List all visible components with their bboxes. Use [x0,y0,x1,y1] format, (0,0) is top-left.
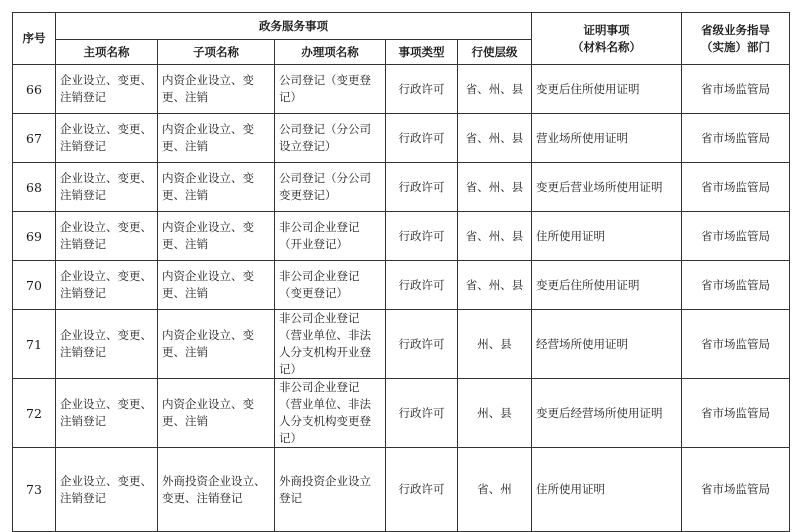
row-number: 71 [13,310,56,379]
header-service-group: 政务服务事项 [56,13,532,40]
header-proof-line2: （材料名称） [572,39,641,54]
item-type-cell: 行政许可 [386,212,458,261]
sub-item-cell: 外商投资企业设立、变更、注销登记 [158,448,275,532]
handling-item-cell: 公司登记（分公司变更登记） [275,163,386,212]
header-main-item: 主项名称 [56,40,158,65]
dept-cell: 省市场监管局 [682,310,790,379]
level-cell: 省、州、县 [458,65,532,114]
header-sub-item: 子项名称 [158,40,275,65]
sub-item-cell: 内资企业设立、变更、注销 [158,261,275,310]
level-cell: 省、州、县 [458,163,532,212]
sub-item-cell: 内资企业设立、变更、注销 [158,65,275,114]
main-item-cell: 企业设立、变更、注销登记 [56,261,158,310]
main-item-cell: 企业设立、变更、注销登记 [56,379,158,448]
header-dept-line1: 省级业务指导 [701,22,770,37]
handling-item-cell: 非公司企业登记（营业单位、非法人分支机构变更登记） [275,379,386,448]
header-seq: 序号 [13,13,56,65]
main-item-cell: 企业设立、变更、注销登记 [56,65,158,114]
dept-cell: 省市场监管局 [682,65,790,114]
proof-cell: 经营场所使用证明 [532,310,682,379]
main-item-cell: 企业设立、变更、注销登记 [56,310,158,379]
item-type-cell: 行政许可 [386,261,458,310]
header-item-type: 事项类型 [386,40,458,65]
header-level: 行使层级 [458,40,532,65]
main-item-cell: 企业设立、变更、注销登记 [56,114,158,163]
handling-item-cell: 公司登记（变更登记） [275,65,386,114]
handling-item-cell: 非公司企业登记（营业单位、非法人分支机构开业登记） [275,310,386,379]
item-type-cell: 行政许可 [386,65,458,114]
row-number: 67 [13,114,56,163]
sub-item-cell: 内资企业设立、变更、注销 [158,114,275,163]
sub-item-cell: 内资企业设立、变更、注销 [158,379,275,448]
sub-item-cell: 内资企业设立、变更、注销 [158,212,275,261]
sub-item-cell: 内资企业设立、变更、注销 [158,310,275,379]
dept-cell: 省市场监管局 [682,379,790,448]
header-handling-item: 办理项名称 [275,40,386,65]
table-row [13,163,790,212]
document-page [12,12,790,532]
item-type-cell: 行政许可 [386,448,458,532]
level-cell: 省、州、县 [458,114,532,163]
row-number: 66 [13,65,56,114]
handling-item-cell: 非公司企业登记（开业登记） [275,212,386,261]
level-cell: 州、县 [458,310,532,379]
item-type-cell: 行政许可 [386,379,458,448]
dept-cell: 省市场监管局 [682,261,790,310]
main-item-cell: 企业设立、变更、注销登记 [56,212,158,261]
item-type-cell: 行政许可 [386,163,458,212]
level-cell: 省、州 [458,448,532,532]
item-type-cell: 行政许可 [386,310,458,379]
table-row [13,310,790,379]
proof-cell: 营业场所使用证明 [532,114,682,163]
service-items-table [12,12,790,532]
row-number: 70 [13,261,56,310]
row-number: 68 [13,163,56,212]
main-item-cell: 企业设立、变更、注销登记 [56,448,158,532]
table-row [13,65,790,114]
header-dept [682,13,790,65]
level-cell: 省、州、县 [458,212,532,261]
level-cell: 省、州、县 [458,261,532,310]
proof-cell: 变更后住所使用证明 [532,65,682,114]
item-type-cell: 行政许可 [386,114,458,163]
dept-cell: 省市场监管局 [682,448,790,532]
table-row [13,114,790,163]
proof-cell: 变更后经营场所使用证明 [532,379,682,448]
header-proof [532,13,682,65]
sub-item-cell: 内资企业设立、变更、注销 [158,163,275,212]
proof-cell: 变更后住所使用证明 [532,261,682,310]
proof-cell: 住所使用证明 [532,448,682,532]
handling-item-cell: 外商投资企业设立登记 [275,448,386,532]
dept-cell: 省市场监管局 [682,212,790,261]
row-number: 73 [13,448,56,532]
header-dept-line2: （实施）部门 [701,39,770,54]
table-row [13,212,790,261]
proof-cell: 变更后营业场所使用证明 [532,163,682,212]
table-row [13,448,790,532]
proof-cell: 住所使用证明 [532,212,682,261]
main-item-cell: 企业设立、变更、注销登记 [56,163,158,212]
dept-cell: 省市场监管局 [682,114,790,163]
level-cell: 州、县 [458,379,532,448]
table-row [13,379,790,448]
dept-cell: 省市场监管局 [682,163,790,212]
table-row [13,261,790,310]
handling-item-cell: 非公司企业登记（变更登记） [275,261,386,310]
table-body [13,65,790,532]
table-header [13,13,790,65]
handling-item-cell: 公司登记（分公司设立登记） [275,114,386,163]
row-number: 72 [13,379,56,448]
row-number: 69 [13,212,56,261]
header-proof-line1: 证明事项 [583,22,630,37]
